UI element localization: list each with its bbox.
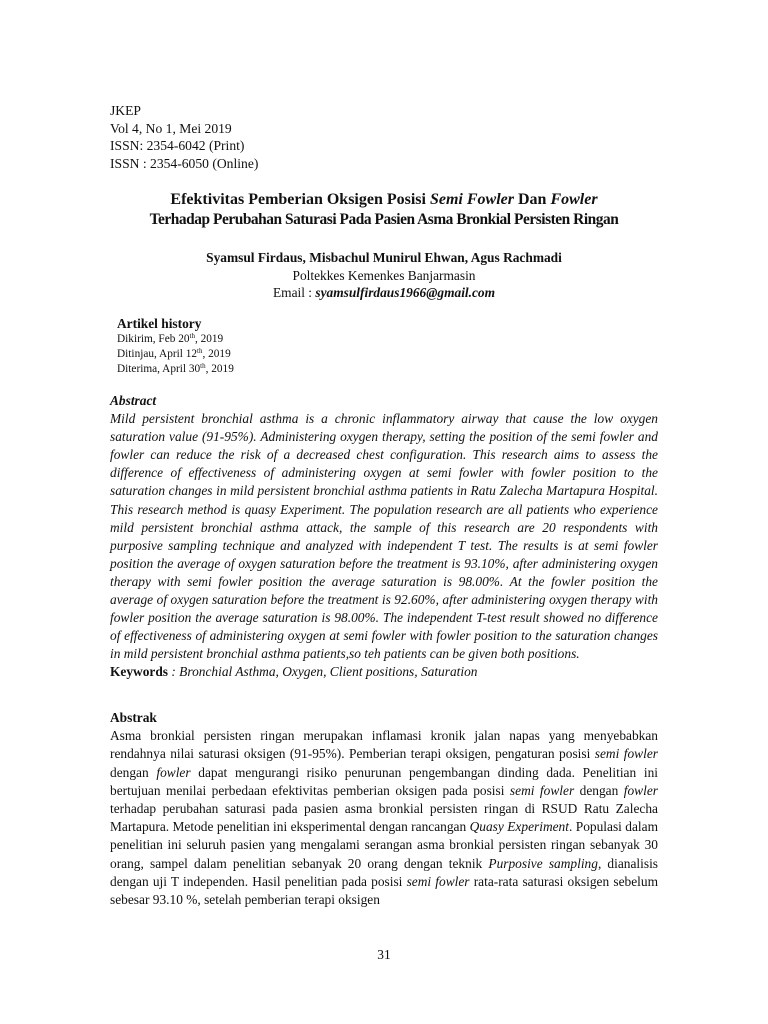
keywords-line: [110, 663, 658, 681]
accepted-year: , 2019: [205, 363, 234, 376]
abstrak-italic-5: Quasy Experiment: [469, 819, 569, 835]
abstrak-heading: Abstrak: [110, 710, 157, 725]
abstrak-italic-1: semi fowler: [594, 746, 658, 762]
abstrak-text-6: . Populasi dalam penelitian ini seluruh pasien yang mengalami serangan asma bronkial persisten ringan sebanyak 30 orang, sampel dalam penelitian sebanyak 20 orang dengan teknik: [110, 819, 658, 871]
abstrak-body: [110, 727, 658, 909]
email-address: syamsulfirdaus1966@gmail.com: [315, 285, 496, 300]
abstrak-text-2: dengan: [110, 764, 157, 780]
journal-name: JKEP: [110, 103, 141, 118]
email-label: Email :: [272, 285, 316, 300]
author-names: Syamsul Firdaus, Misbachul Munirul Ehwan, Agus Rachmadi: [206, 250, 562, 265]
abstract-english: [110, 392, 658, 682]
article-history: [117, 316, 234, 378]
issn-print: ISSN: 2354-6042 (Print): [110, 138, 245, 154]
abstrak-text-3: dapat mengurangi risiko penurunan pengembangan dinding dada. Penelitian ini bertujuan menilai perbedaan efektivitas pemberian oksigen pada posisi: [110, 764, 658, 798]
submitted-year: , 2019: [194, 333, 224, 345]
abstrak-italic-7: semi fowler: [406, 873, 470, 889]
history-submitted: [117, 332, 234, 347]
abstract-indonesian: [110, 709, 658, 909]
paper-title: [60, 190, 708, 230]
abstrak-text-1: Asma bronkial persisten ringan merupakan inflamasi kronik jalan napas yang menyebabkan rendahnya nilai saturasi oksigen (91-95%). Pemberian terapi oksigen, pengaturan posisi: [110, 728, 658, 762]
abstrak-italic-2: fowler: [156, 764, 191, 780]
abstrak-italic-6: Purposive sampling: [488, 855, 598, 871]
accepted-sup: th: [200, 362, 206, 371]
title-line1-d: Fowler: [550, 191, 598, 208]
history-title: Artikel history: [117, 316, 202, 331]
abstrak-text-4: dengan: [574, 782, 624, 798]
title-line2: Terhadap Perubahan Saturasi Pada Pasien Asma Bronkial Persisten Ringan: [149, 211, 619, 228]
accepted-date: Diterima, April 30: [117, 363, 201, 376]
keywords-label: Keywords: [110, 664, 169, 680]
abstract-heading: Abstract: [110, 393, 157, 408]
history-accepted: [117, 362, 234, 377]
affiliation: Poltekkes Kemenkes Banjarmasin: [292, 267, 476, 283]
submitted-sup: th: [189, 332, 195, 340]
title-line1-a: Efektivitas Pemberian Oksigen Posisi: [170, 191, 430, 208]
journal-info: [110, 102, 258, 172]
page-number: 31: [377, 947, 391, 962]
journal-volume: Vol 4, No 1, Mei 2019: [110, 120, 232, 136]
abstrak-italic-3: semi fowler: [509, 782, 575, 798]
email-line: [60, 284, 708, 302]
history-reviewed: [117, 347, 234, 362]
abstract-body: Mild persistent bronchial asthma is a chronic inflammatory airway that cause the low oxygen saturation value (91-95%). Administering oxygen therapy, setting the position of the semi fowler and fowler can reduce the risk of a decreased chest configuration. This research aims to assess the difference of effectiveness of administering oxygen at semi fowler with fowler position to the saturation changes in mild persistent bronchial asthma patients in Ratu Zalecha Martapura Hospital. This research method is quasy Experiment. The population research are all patients who experience mild persistent bronchial asthma attack, the sample of this research are 20 respondents with purposive sampling technique and analyzed with independent T test. The results is at semi fowler position the average of oxygen saturation before the treatment is 93.10%, after administering oxygen therapy with semi fowler position the average saturation is 98.00%. At the fowler position the average of oxygen saturation before the treatment is 92.60%, after administering oxygen therapy with fowler position the average saturation is 98.00%. The independent T-test result showed no difference of effectiveness of administering oxygen at semi fowler with fowler position to the saturation changes in mild persistent bronchial asthma patients,so teh patients can be given both positions.: [110, 411, 658, 662]
author-block: [60, 249, 708, 302]
title-line1-b: Semi Fowler: [429, 191, 514, 208]
abstrak-text-7: , dianalisis dengan uji T independen. Hasil penelitian pada posisi: [110, 855, 659, 889]
issn-online: ISSN : 2354-6050 (Online): [110, 155, 259, 171]
abstrak-text-5: terhadap perubahan saturasi pada pasien asma bronkial persisten ringan di RSUD Ratu Zalecha Martapura. Metode penelitian ini eksperimental dengan rancangan: [110, 801, 658, 835]
reviewed-sup: th: [197, 347, 203, 356]
title-line1-c: Dan: [514, 191, 551, 208]
abstrak-text-8: rata-rata saturasi oksigen sebelum sebesar 93.10 %, setelah pemberian terapi oksigen: [110, 873, 658, 908]
reviewed-date: Ditinjau, April 12: [117, 348, 198, 361]
keywords-text: : Bronchial Asthma, Oxygen, Client positions, Saturation: [168, 664, 478, 680]
submitted-date: Dikirim, Feb 20: [117, 333, 190, 345]
abstrak-italic-4: fowler: [623, 782, 658, 798]
reviewed-year: , 2019: [202, 348, 231, 361]
